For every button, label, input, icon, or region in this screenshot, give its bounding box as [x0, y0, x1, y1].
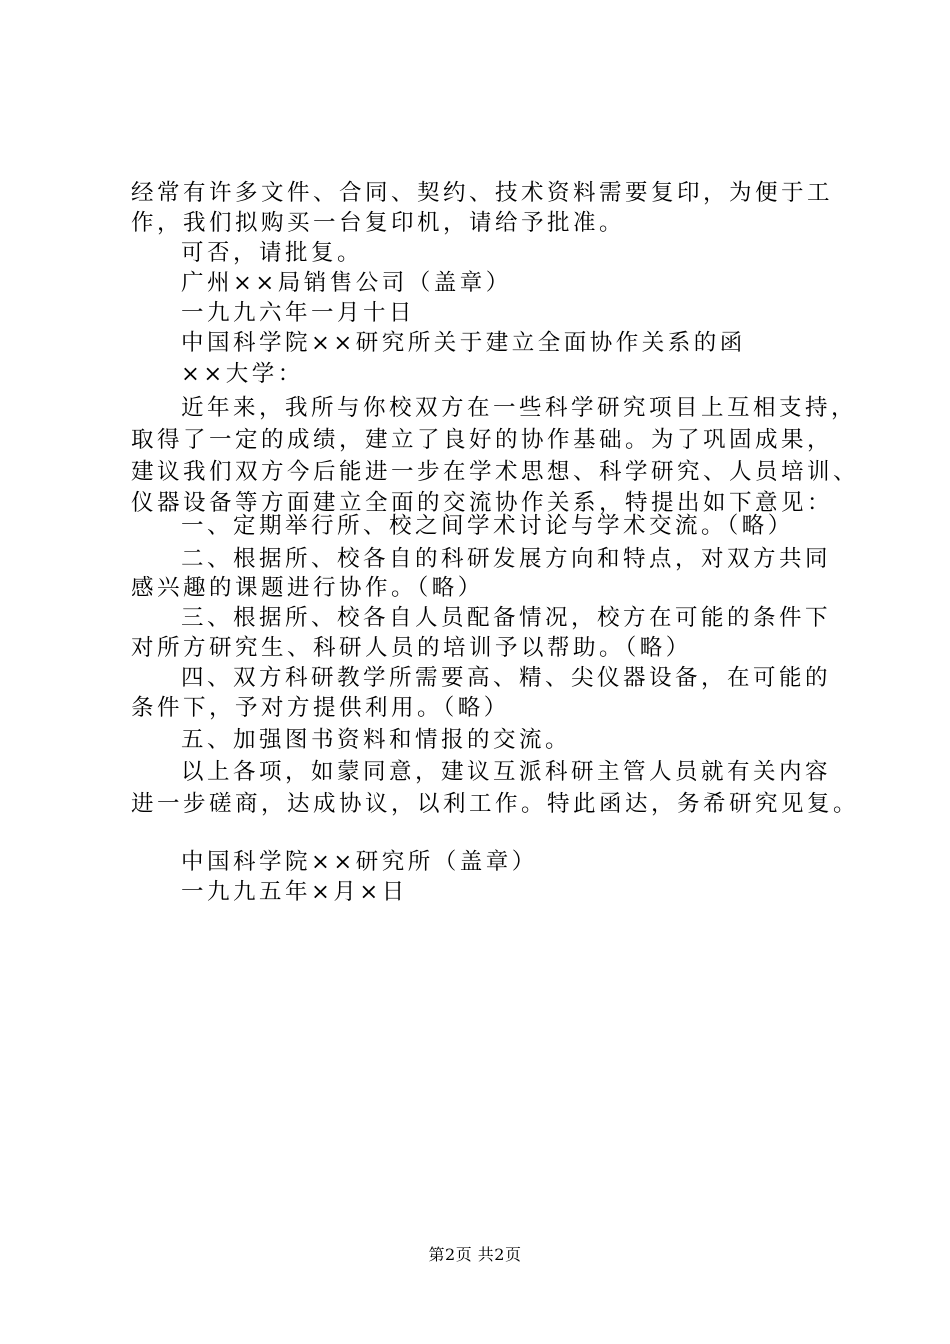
page-footer: 第2页 共2页: [428, 1245, 522, 1264]
list-item: 二、根据所、校各自的科研发展方向和特点，对双方共同: [181, 546, 832, 572]
body-line: 近年来，我所与你校双方在一些科学研究项目上互相支持，: [181, 395, 858, 421]
salutation: ××大学：: [181, 361, 304, 387]
list-item: 四、双方科研教学所需要高、精、尖仪器设备，在可能的: [181, 665, 832, 691]
body-line: 可否，请批复。: [181, 240, 364, 266]
date-line: 一九九六年一月十日: [181, 300, 416, 326]
body-line: 经常有许多文件、合同、契约、技术资料需要复印，为便于工: [131, 180, 834, 206]
list-item: 三、根据所、校各自人员配备情况，校方在可能的条件下: [181, 605, 832, 631]
body-line: 建议我们双方今后能进一步在学术思想、科学研究、人员培训、: [131, 459, 860, 485]
list-item-continuation: 感兴趣的课题进行协作。（略）: [131, 575, 484, 601]
list-item-continuation: 对所方研究生、科研人员的培训予以帮助。（略）: [131, 635, 692, 661]
body-line: 取得了一定的成绩，建立了良好的协作基础。为了巩固成果，: [131, 427, 834, 453]
body-line: 仪器设备等方面建立全面的交流协作关系，特提出如下意见：: [131, 490, 834, 516]
body-line: 进一步磋商，达成协议，以利工作。特此函达，务希研究见复。: [131, 791, 860, 817]
body-line: 作，我们拟购买一台复印机，请给予批准。: [131, 210, 626, 236]
signature-line: 中国科学院××研究所（盖章）: [181, 849, 538, 875]
letter-title: 中国科学院××研究所关于建立全面协作关系的函: [181, 330, 746, 356]
list-item: 五、加强图书资料和情报的交流。: [181, 727, 572, 753]
body-line: 以上各项，如蒙同意，建议互派科研主管人员就有关内容: [181, 759, 832, 785]
list-item-continuation: 条件下，予对方提供利用。（略）: [131, 695, 510, 721]
date-line: 一九九五年×月×日: [181, 879, 408, 905]
list-item: 一、定期举行所、校之间学术讨论与学术交流。（略）: [181, 513, 794, 539]
signature-line: 广州××局销售公司（盖章）: [181, 270, 512, 296]
